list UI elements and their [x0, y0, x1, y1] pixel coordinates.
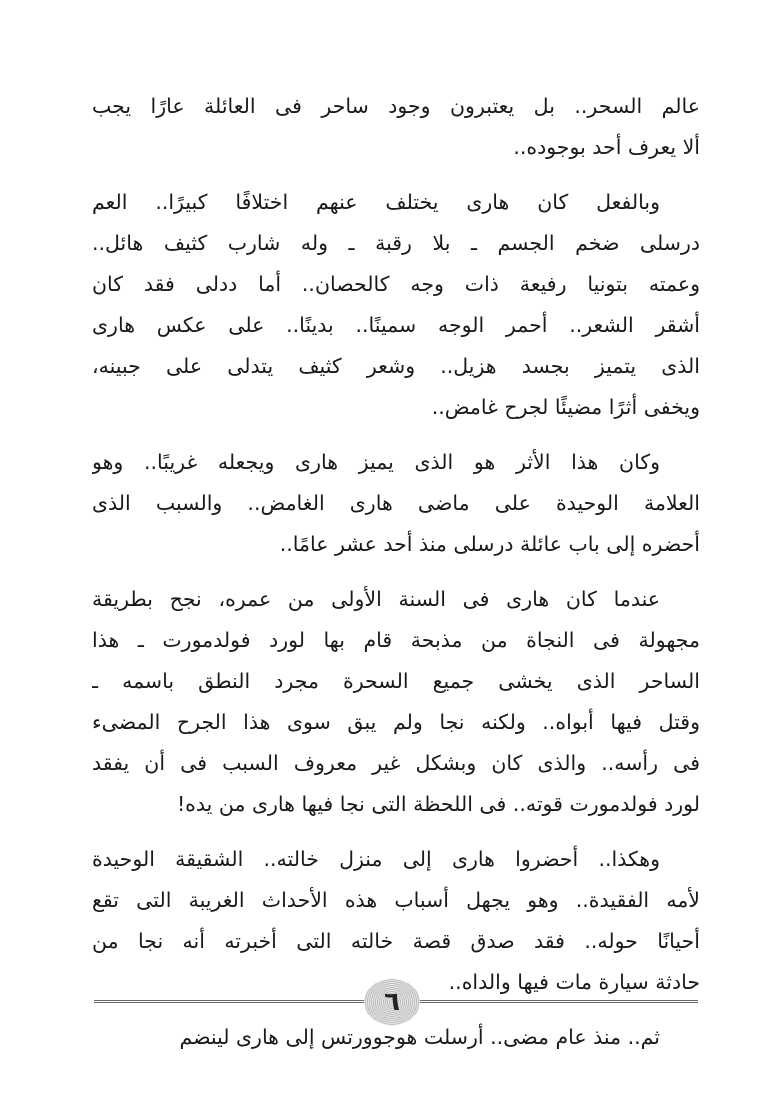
text-line: حادثة سيارة مات فيها والداه..: [448, 970, 700, 994]
text-line: وكان هذا الأثر هو الذى يميز هارى ويجعله غريبًا.. وهو: [92, 450, 660, 474]
text-line: العلامة الوحيدة على ماضى هارى الغامض.. والسبب الذى: [92, 491, 700, 515]
text-line: فى رأسه.. والذى كان وبشكل غير معروف السبب فى أن يفقد: [92, 751, 700, 775]
text-line: لورد فولدمورت قوته.. فى اللحظة التى نجا فيها هارى من يده!: [176, 792, 700, 816]
text-line: أحضره إلى باب عائلة درسلى منذ أحد عشر عامًا..: [279, 532, 700, 556]
text-line: عالم السحر.. بل يعتبرون وجود ساحر فى العائلة عارًا يجب: [92, 94, 700, 118]
text-line: وعمته بتونيا رفيعة ذات وجه كالحصان.. أما ددلى فقد كان: [92, 272, 700, 296]
text-line: مجهولة فى النجاة من مذبحة قام بها لورد فولدمورت ـ هذا: [92, 628, 700, 652]
body-text: [92, 86, 700, 1058]
text-line: ويخفى أثرًا مضيئًا لجرح غامض..: [431, 395, 700, 419]
text-line: عندما كان هارى فى السنة الأولى من عمره، نجح بطريقة: [92, 587, 660, 611]
text-line: لأمه الفقيدة.. وهو يجهل أسباب هذه الأحداث الغريبة التى تقع: [92, 888, 700, 912]
text-line: وقتل فيها أبواه.. ولكنه نجا ولم يبق سوى هذا الجرح المضىء: [92, 710, 700, 734]
text-line: الساحر الذى يخشى جميع السحرة مجرد النطق باسمه ـ: [92, 669, 700, 693]
text-line: أشقر الشعر.. أحمر الوجه سمينًا.. بدينًا.. على عكس هارى: [92, 313, 700, 337]
paragraph: [92, 86, 700, 168]
paragraph: [92, 579, 700, 825]
text-line: وبالفعل كان هارى يختلف عنهم اختلافًا كبيرًا.. العم: [92, 190, 660, 214]
text-line: وهكذا.. أحضروا هارى إلى منزل خالته.. الشقيقة الوحيدة: [92, 847, 660, 871]
text-line: درسلى ضخم الجسم ـ بلا رقبة ـ وله شارب كثيف هائل..: [92, 231, 700, 255]
paragraph: [92, 442, 700, 565]
text-line: أحيانًا حوله.. فقد صدق قصة خالته التى أخبرته أنه نجا من: [92, 929, 700, 953]
text-line: ألا يعرف أحد بوجوده..: [513, 135, 700, 159]
page-number: ٦: [364, 979, 420, 1025]
paragraph: [92, 182, 700, 428]
text-line: ثم.. منذ عام مضى.. أرسلت هوجوورتس إلى هارى لينضم: [179, 1025, 660, 1049]
text-line: الذى يتميز بجسد هزيل.. وشعر كثيف يتدلى على جبينه،: [92, 354, 700, 378]
